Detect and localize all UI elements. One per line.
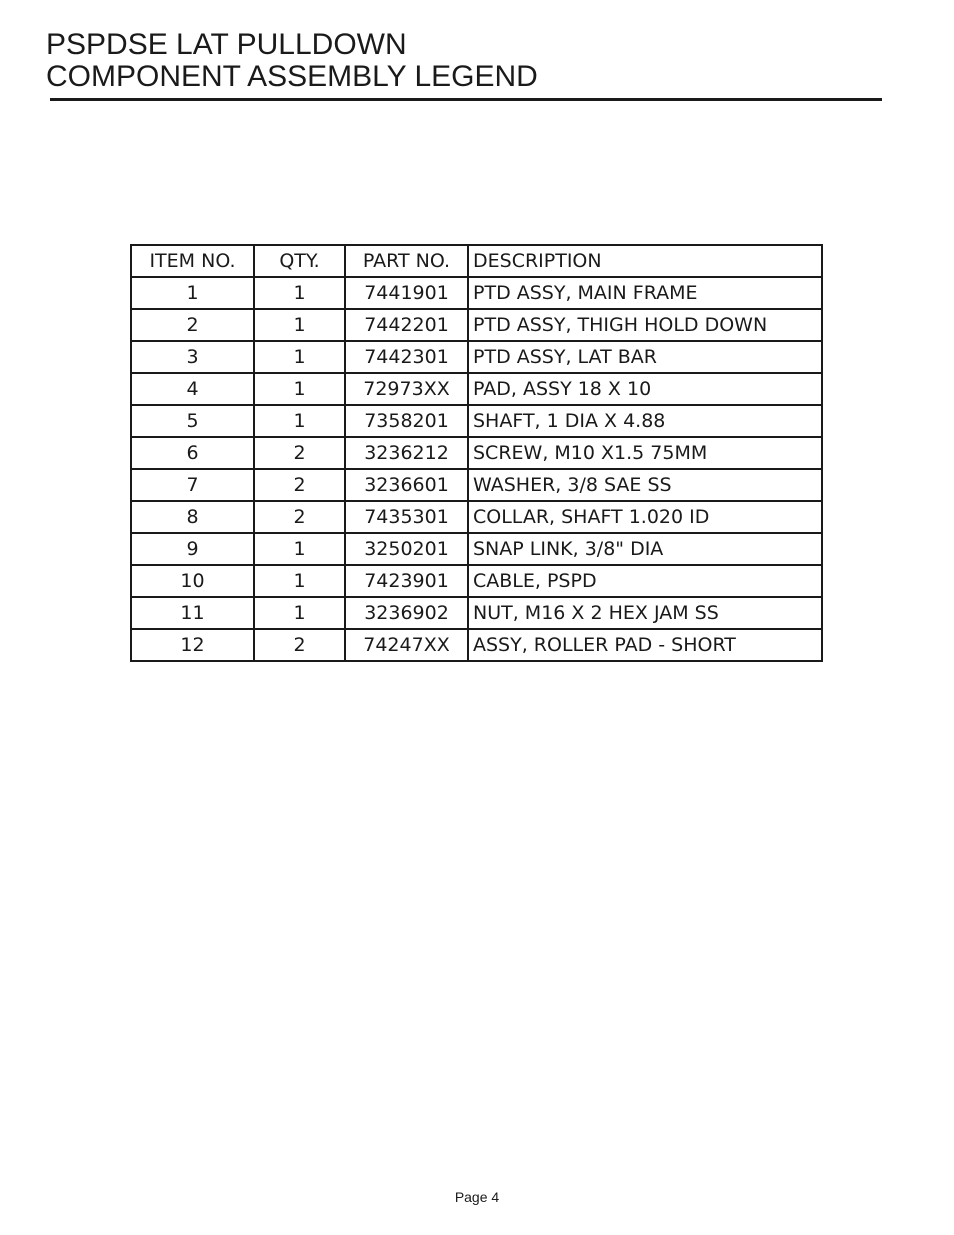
cell-item-no: 4 <box>131 373 254 405</box>
cell-part-no: 3250201 <box>345 533 468 565</box>
cell-description: SNAP LINK, 3/8" DIA <box>468 533 822 565</box>
cell-item-no: 3 <box>131 341 254 373</box>
table-header-row <box>131 245 822 277</box>
cell-part-no: 3236902 <box>345 597 468 629</box>
cell-description: ASSY, ROLLER PAD - SHORT <box>468 629 822 661</box>
table-row <box>131 373 822 405</box>
table-row <box>131 533 822 565</box>
table-row <box>131 405 822 437</box>
cell-item-no: 9 <box>131 533 254 565</box>
table-row <box>131 341 822 373</box>
cell-qty: 1 <box>254 565 345 597</box>
table-row <box>131 629 822 661</box>
page-number: Page 4 <box>454 1189 500 1205</box>
title-line-1: PSPDSE LAT PULLDOWN <box>46 28 407 61</box>
cell-description: CABLE, PSPD <box>468 565 822 597</box>
cell-part-no: 74247XX <box>345 629 468 661</box>
cell-item-no: 7 <box>131 469 254 501</box>
table-body <box>131 277 822 661</box>
cell-part-no: 7442201 <box>345 309 468 341</box>
cell-part-no: 7358201 <box>345 405 468 437</box>
title-line-2: COMPONENT ASSEMBLY LEGEND <box>46 60 538 93</box>
cell-part-no: 7423901 <box>345 565 468 597</box>
cell-part-no: 3236212 <box>345 437 468 469</box>
table-row <box>131 469 822 501</box>
cell-description: SHAFT, 1 DIA X 4.88 <box>468 405 822 437</box>
table-row <box>131 309 822 341</box>
cell-qty: 1 <box>254 341 345 373</box>
header-part-no: PART NO. <box>345 245 468 277</box>
cell-qty: 1 <box>254 533 345 565</box>
title-divider <box>50 98 882 101</box>
table-row <box>131 565 822 597</box>
cell-description: SCREW, M10 X1.5 75MM <box>468 437 822 469</box>
header-qty: QTY. <box>254 245 345 277</box>
page-title <box>46 29 538 93</box>
table-row <box>131 597 822 629</box>
header-item-no: ITEM NO. <box>131 245 254 277</box>
cell-part-no: 7442301 <box>345 341 468 373</box>
cell-qty: 2 <box>254 629 345 661</box>
cell-description: NUT, M16 X 2 HEX JAM SS <box>468 597 822 629</box>
cell-qty: 1 <box>254 597 345 629</box>
cell-qty: 2 <box>254 469 345 501</box>
table-row <box>131 501 822 533</box>
cell-part-no: 7441901 <box>345 277 468 309</box>
cell-item-no: 12 <box>131 629 254 661</box>
cell-qty: 2 <box>254 501 345 533</box>
cell-part-no: 72973XX <box>345 373 468 405</box>
cell-part-no: 3236601 <box>345 469 468 501</box>
cell-description: WASHER, 3/8 SAE SS <box>468 469 822 501</box>
cell-description: PAD, ASSY 18 X 10 <box>468 373 822 405</box>
cell-qty: 1 <box>254 405 345 437</box>
cell-item-no: 8 <box>131 501 254 533</box>
cell-qty: 2 <box>254 437 345 469</box>
cell-qty: 1 <box>254 277 345 309</box>
cell-item-no: 2 <box>131 309 254 341</box>
cell-item-no: 6 <box>131 437 254 469</box>
cell-description: PTD ASSY, MAIN FRAME <box>468 277 822 309</box>
cell-description: PTD ASSY, THIGH HOLD DOWN <box>468 309 822 341</box>
cell-item-no: 1 <box>131 277 254 309</box>
header-description: DESCRIPTION <box>468 245 822 277</box>
cell-description: PTD ASSY, LAT BAR <box>468 341 822 373</box>
cell-item-no: 11 <box>131 597 254 629</box>
cell-description: COLLAR, SHAFT 1.020 ID <box>468 501 822 533</box>
table-row <box>131 437 822 469</box>
table-row <box>131 277 822 309</box>
cell-part-no: 7435301 <box>345 501 468 533</box>
cell-qty: 1 <box>254 373 345 405</box>
cell-qty: 1 <box>254 309 345 341</box>
cell-item-no: 5 <box>131 405 254 437</box>
cell-item-no: 10 <box>131 565 254 597</box>
component-legend-table <box>130 244 823 662</box>
